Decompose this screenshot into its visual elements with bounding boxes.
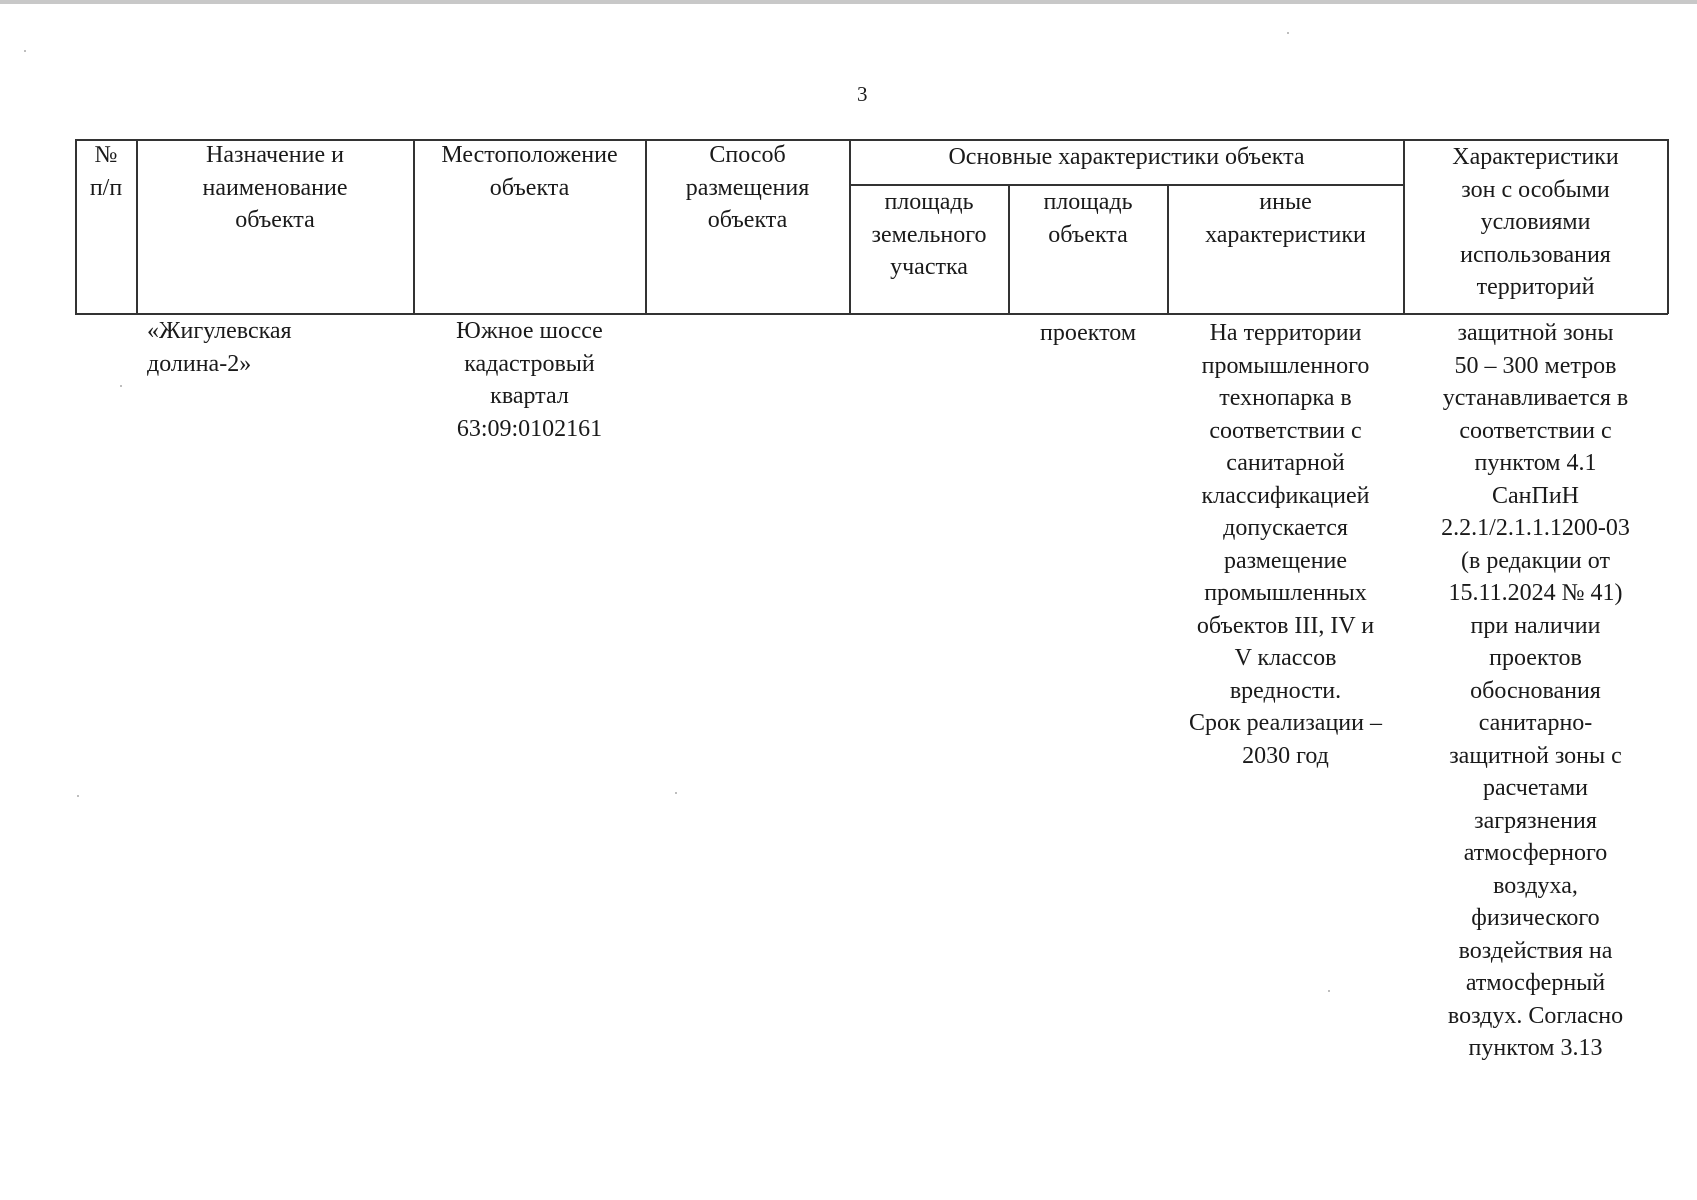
header-land-area: площадь земельного участка bbox=[871, 189, 987, 280]
scan-speck bbox=[675, 792, 677, 794]
header-object-area: площадь объекта bbox=[1043, 189, 1133, 248]
page-number: 3 bbox=[857, 82, 868, 106]
scan-edge bbox=[0, 0, 1697, 4]
scan-speck bbox=[24, 50, 26, 52]
scan-speck bbox=[1287, 32, 1289, 34]
header-number: № п/п bbox=[89, 142, 123, 201]
table-right-border bbox=[1667, 139, 1669, 314]
header-placement: Способ размещения объекта bbox=[685, 142, 810, 233]
scan-speck bbox=[77, 795, 79, 797]
header-main-characteristics: Основные характеристики объекта bbox=[948, 144, 1305, 170]
row-object-area: проектом bbox=[1039, 320, 1137, 346]
row-location: Южное шоссе кадастровый квартал 63:09:0102161 bbox=[456, 318, 603, 442]
row-other-characteristics: На территории промышленного технопарка в соответствии с санитарной классификацией допускается размещение промышленных объектов III, IV и V классов вредности. Срок реализации – 2030 год bbox=[1189, 320, 1382, 769]
row-zone-characteristics: защитной зоны 50 – 300 метров устанавливается в соответствии с пунктом 4.1 СанПиН 2.2.1/2.1.1.1200-03 (в редакции от 15.11.2024 № 41) при наличии проектов обоснования санитарно- защитной зоны с расчетами загрязнения атмосферного воздуха, физического воздействия на атмосферный воздух. Согласно пунктом 3.13 bbox=[1441, 320, 1630, 1061]
header-other-characteristics: иные характеристики bbox=[1205, 189, 1366, 248]
scan-speck bbox=[1328, 990, 1330, 992]
header-zone-characteristics: Характеристики зон с особыми условиями использования территорий bbox=[1452, 144, 1619, 300]
header-location: Местоположение объекта bbox=[441, 142, 618, 201]
row-name: «Жигулевская долина-2» bbox=[147, 318, 292, 377]
header-name: Назначение и наименование объекта bbox=[202, 142, 348, 233]
scan-speck bbox=[120, 385, 122, 387]
